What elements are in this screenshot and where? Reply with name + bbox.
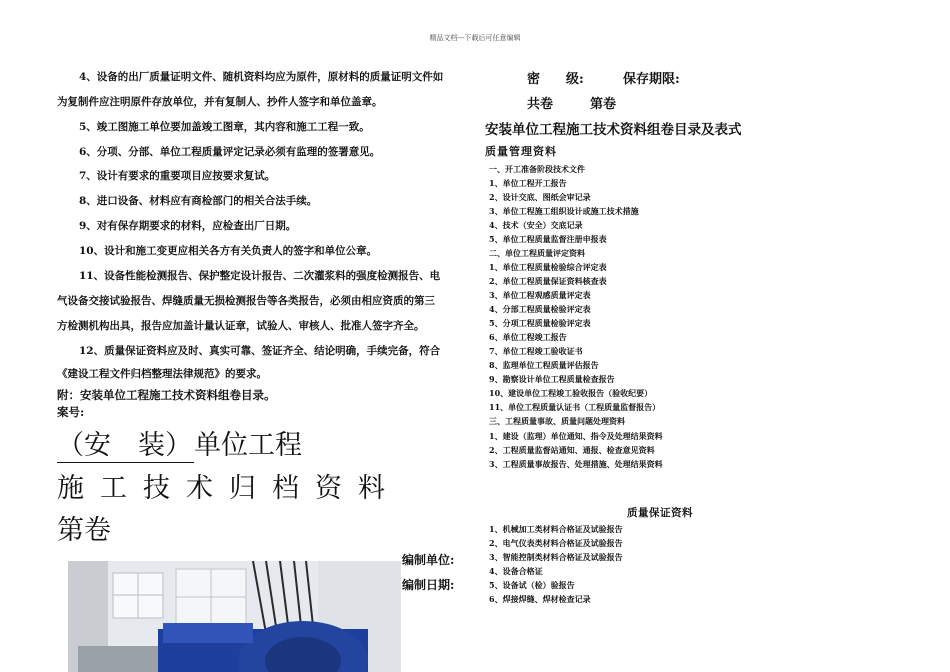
list-item: 3、工程质量事故报告、处理措施、处理结果资料 (489, 459, 663, 469)
hoist-machine-photo (68, 561, 401, 672)
quality-assurance-title: 质量保证资料 (627, 507, 693, 519)
volume-number-label: 第卷 (590, 97, 617, 112)
list-item: 7、单位工程竣工验收证书 (489, 346, 583, 356)
case-number-label: 案号: (57, 405, 85, 419)
paragraph: 12、质量保证资料应及时、真实可靠、签证齐全、结论明确，手续完备，符合 (79, 345, 441, 357)
paragraph: 7、设计有要求的重要项目应按要求复试。 (79, 170, 276, 182)
list-item: 2、工程质量监督站通知、通报、检查意见资料 (489, 445, 655, 455)
paragraph: 气设备交接试验报告、焊缝质量无损检测报告等各类报告，必须由相应资质的第三 (57, 295, 435, 307)
paragraph: 10、设计和施工变更应相关各方有关负责人的签字和单位公章。 (79, 245, 378, 257)
total-volumes-label: 共卷 (527, 97, 554, 112)
list-item: 1、单位工程开工报告 (489, 178, 567, 188)
paragraph: 为复制件应注明原件存放单位，并有复制人、抄件人签字和单位盖章。 (57, 96, 383, 108)
paragraph: 《建设工程文件归档整理法律规范》的要求。 (57, 368, 267, 380)
list-item: 4、设备合格证 (489, 566, 543, 576)
unit-project-label: 单位工程 (194, 430, 302, 461)
paragraph: 方检测机构出具，报告应加盖计量认证章，试验人、审核人、批准人签字齐全。 (57, 320, 425, 332)
page-header: 精品文档---下载后可任意编辑 (429, 34, 521, 42)
list-item: 5、设备试（检）验报告 (489, 580, 575, 590)
cover-title-line1 (57, 423, 302, 463)
paragraph: 4、设备的出厂质量证明文件、随机资料均应为原件，原材料的质量证明文件如 (79, 71, 444, 83)
list-item: 二、单位工程质量评定资料 (489, 248, 585, 258)
list-item: 三、工程质量事故、质量问题处理资料 (489, 416, 625, 426)
list-item: 4、分部工程质量检验评定表 (489, 304, 591, 314)
list-item: 3、单位工程施工组织设计或施工技术措施 (489, 206, 639, 216)
list-item: 5、分项工程质量检验评定表 (489, 318, 591, 328)
compile-unit-label: 编制单位: (402, 553, 455, 567)
list-item: 2、单位工程质量保证资料核查表 (489, 276, 607, 286)
list-item: 9、勘察设计单位工程质量检查报告 (489, 374, 615, 384)
list-item: 3、智能控制类材料合格证及试验报告 (489, 552, 623, 562)
compile-date-label: 编制日期: (402, 578, 455, 592)
list-item: 5、单位工程质量监督注册申报表 (489, 234, 607, 244)
photo-illustration (68, 561, 401, 672)
list-item: 4、技术（安全）交底记录 (489, 220, 583, 230)
retention-period-label: 保存期限: (623, 72, 680, 87)
list-item: 8、监理单位工程质量评估报告 (489, 360, 599, 370)
appendix-note: 附：安装单位工程施工技术资料组卷目录。 (57, 388, 276, 402)
paragraph: 6、分项、分部、单位工程质量评定记录必须有监理的签署意见。 (79, 146, 381, 158)
list-item: 6、单位工程竣工报告 (489, 332, 567, 342)
list-item: 2、电气仪表类材料合格证及试验报告 (489, 538, 623, 548)
catalog-title: 安装单位工程施工技术资料组卷目录及表式 (485, 122, 742, 138)
list-item: 1、机械加工类材料合格证及试验报告 (489, 524, 623, 534)
list-item: 一、开工准备阶段技术文件 (489, 164, 585, 174)
paragraph: 5、竣工图施工单位要加盖竣工图章，其内容和施工工程一致。 (79, 121, 370, 133)
list-item: 2、设计交底、图纸会审记录 (489, 192, 591, 202)
secret-level-label: 密 级: (527, 72, 584, 87)
list-item: 6、焊接焊缝、焊材检查记录 (489, 594, 591, 604)
paragraph: 8、进口设备、材料应有商检部门的相关合法手续。 (79, 195, 318, 207)
list-item: 1、单位工程质量检验综合评定表 (489, 262, 607, 272)
quality-management-title: 质量管理资料 (485, 145, 557, 158)
list-item: 1、建设（监理）单位通知、指令及处理结果资料 (489, 431, 663, 441)
cover-title-line2: 施工技术归档资料 (57, 473, 401, 504)
project-type: （安 装） (57, 423, 194, 463)
list-item: 10、建设单位工程竣工验收报告（验收纪要） (489, 388, 653, 398)
list-item: 3、单位工程观感质量评定表 (489, 290, 591, 300)
list-item: 11、单位工程质量认证书（工程质量监督报告） (489, 402, 661, 412)
paragraph: 9、对有保存期要求的材料，应检查出厂日期。 (79, 220, 297, 232)
cover-title-line3: 第卷 (57, 515, 111, 546)
paragraph: 11、设备性能检测报告、保护整定设计报告、二次灌浆料的强度检测报告、电 (79, 270, 441, 282)
